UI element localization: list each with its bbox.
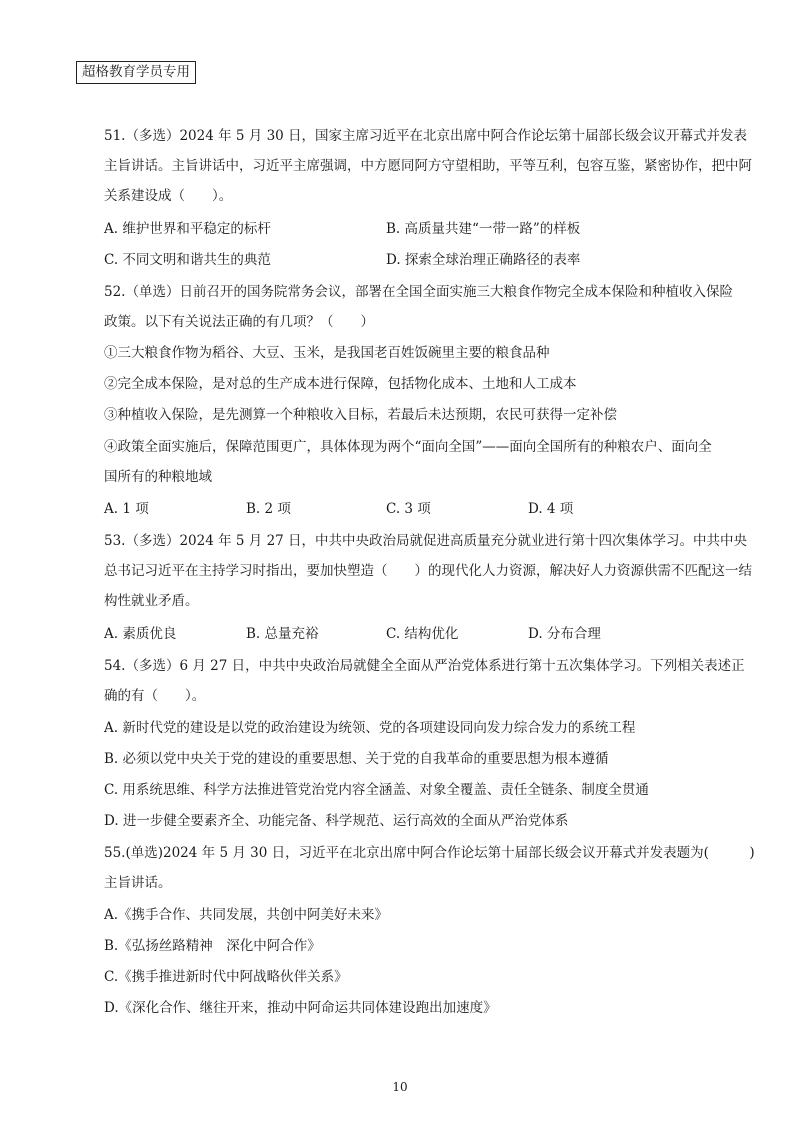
q52-option-b: B. 2 项 — [246, 501, 291, 517]
q54-stem-line-2: 确的有（ ）。 — [104, 688, 206, 704]
q53-stem-line-1: 53.（多选）2024 年 5 月 27 日，中共中央政治局就促进高质量充分就业进行第十四次集体学习。中共中央 — [104, 533, 748, 549]
watermark-label: 超格教育学员专用 — [76, 61, 196, 84]
q53-stem-line-3: 构性就业矛盾。 — [104, 593, 199, 609]
q53-stem-line-2: 总书记习近平在主持学习时指出，要加快塑造（ ）的现代化人力资源，解决好人力资源供需不匹配这一结 — [104, 563, 752, 579]
q52-statement-4-cont: 国所有的种粮地域 — [104, 469, 212, 485]
q54-option-b: B. 必须以党中央关于党的建设的重要思想、关于党的自我革命的重要思想为根本遵循 — [104, 751, 609, 767]
page-number: 10 — [392, 1080, 408, 1094]
q55-stem-line-1: 55.(单选)2024 年 5 月 30 日，习近平在北京出席中阿合作论坛第十届部长级会议开幕式并发表题为( ) — [104, 845, 755, 861]
q52-stem-line-2: 政策。以下有关说法正确的有几项？（ ） — [104, 314, 374, 330]
q55-stem-line-2: 主旨讲话。 — [104, 875, 172, 891]
q51-option-b: B. 高质量共建“一带一路”的样板 — [386, 221, 581, 237]
q52-stem-line-1: 52.（单选）日前召开的国务院常务会议，部署在全国全面实施三大粮食作物完全成本保险和种植收入保险 — [104, 284, 733, 300]
q55-option-b: B.《弘扬丝路精神 深化中阿合作》 — [104, 938, 321, 954]
q52-statement-2: ②完全成本保险，是对总的生产成本进行保障，包括物化成本、土地和人工成本 — [104, 376, 577, 392]
q53-option-b: B. 总量充裕 — [246, 626, 319, 642]
q51-option-c: C. 不同文明和谐共生的典范 — [104, 252, 271, 268]
q55-option-c: C.《携手推进新时代中阿战略伙伴关系》 — [104, 969, 348, 985]
q55-option-a: A.《携手合作、共同发展，共创中阿美好未来》 — [104, 907, 389, 923]
q51-option-a: A. 维护世界和平稳定的标杆 — [104, 221, 271, 237]
q54-option-d: D. 进一步健全要素齐全、功能完备、科学规范、运行高效的全面从严治党体系 — [104, 813, 569, 829]
q52-option-a: A. 1 项 — [104, 501, 149, 517]
q52-statement-3: ③种植收入保险，是先测算一个种粮收入目标，若最后未达预期，农民可获得一定补偿 — [104, 407, 617, 423]
q54-option-a: A. 新时代党的建设是以党的政治建设为统领、党的各项建设同向发力综合发力的系统工程 — [104, 720, 636, 736]
q54-stem-line-1: 54.（多选）6 月 27 日，中共中央政治局就健全全面从严治党体系进行第十五次集体学习。下列相关表述正 — [104, 658, 745, 674]
q52-option-d: D. 4 项 — [528, 501, 574, 517]
q51-stem-line-2: 主旨讲话。主旨讲话中，习近平主席强调，中方愿同阿方守望相助，平等互利，包容互鉴，紧密协作，把中阿 — [104, 158, 752, 174]
q52-option-c: C. 3 项 — [386, 501, 431, 517]
q53-option-a: A. 素质优良 — [104, 626, 177, 642]
q54-option-c: C. 用系统思维、科学方法推进管党治党内容全涵盖、对象全覆盖、责任全链条、制度全贯通 — [104, 782, 649, 798]
q52-statement-1: ①三大粮食作物为稻谷、大豆、玉米，是我国老百姓饭碗里主要的粮食品种 — [104, 345, 550, 361]
q53-option-d: D. 分布合理 — [528, 626, 601, 642]
q52-statement-4: ④政策全面实施后，保障范围更广，具体体现为两个“面向全国”——面向全国所有的种粮农户、面向全 — [104, 439, 712, 455]
q51-stem-line-1: 51.（多选）2024 年 5 月 30 日，国家主席习近平在北京出席中阿合作论坛第十届部长级会议开幕式并发表 — [104, 128, 748, 144]
q51-stem-line-3: 关系建设成（ ）。 — [104, 188, 233, 204]
q55-option-d: D.《深化合作、继往开来，推动中阿命运共同体建设跑出加速度》 — [104, 1000, 497, 1016]
q51-option-d: D. 探索全球治理正确路径的表率 — [386, 252, 581, 268]
q53-option-c: C. 结构优化 — [386, 626, 459, 642]
